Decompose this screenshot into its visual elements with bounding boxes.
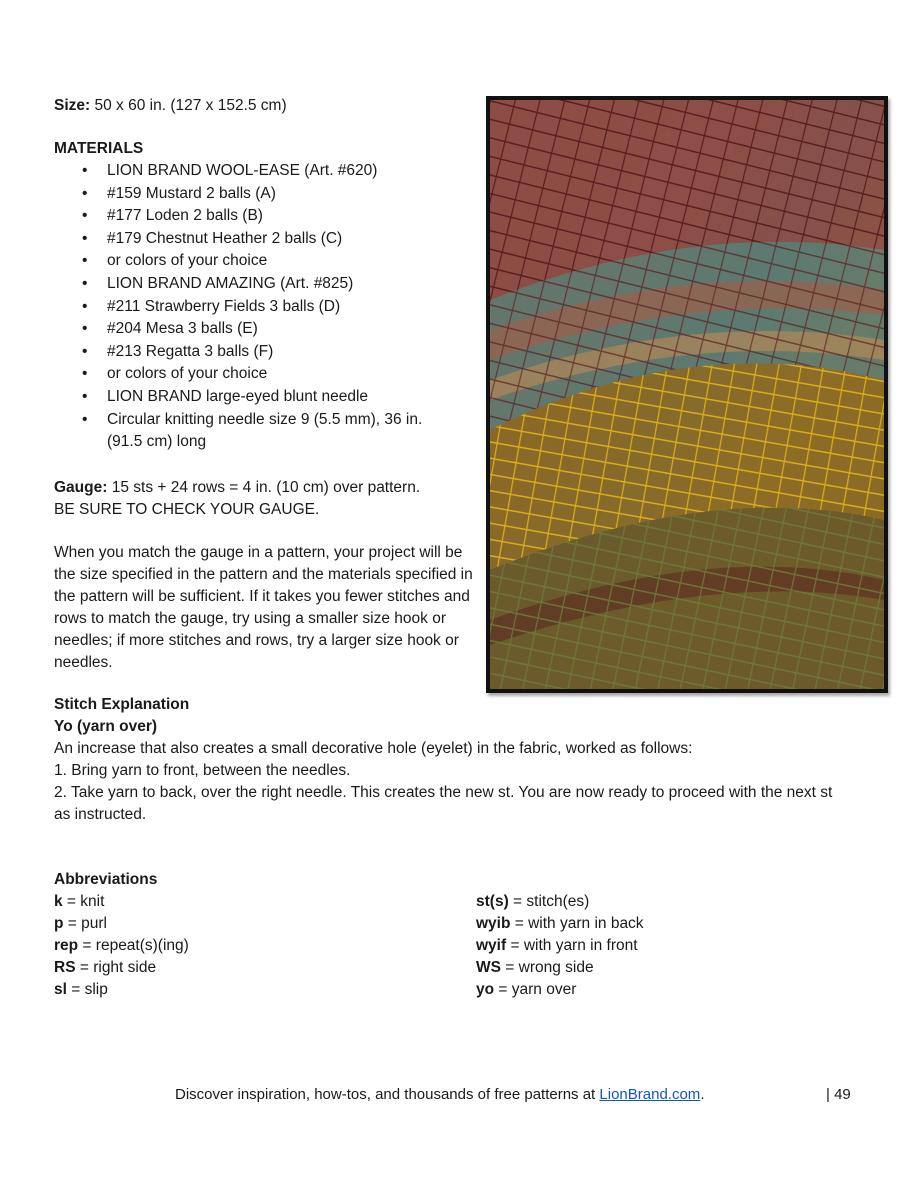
footer-period: . <box>700 1086 705 1103</box>
abbr-term: WS <box>476 959 501 976</box>
abbr-term: st(s) <box>476 893 509 910</box>
abbr-row <box>476 935 638 957</box>
abbr-term: RS <box>54 959 76 976</box>
abbr-term: rep <box>54 937 79 954</box>
size-line <box>54 95 287 117</box>
gauge-line <box>54 477 420 499</box>
abbr-row <box>476 957 594 979</box>
gauge-check: BE SURE TO CHECK YOUR GAUGE. <box>54 501 320 518</box>
stitch-heading: Stitch Explanation <box>54 696 190 713</box>
afghan-photo <box>486 96 888 693</box>
abbr-meaning: = with yarn in front <box>506 937 638 954</box>
gauge-value: 15 sts + 24 rows = 4 in. (10 cm) over pattern. <box>107 479 421 496</box>
materials-item: • #213 Regatta 3 balls (F) <box>54 341 464 364</box>
abbr-term: p <box>54 915 64 932</box>
abbr-row <box>54 913 107 935</box>
abbr-term: wyif <box>476 937 507 954</box>
abbr-term: wyib <box>476 915 511 932</box>
abbr-row <box>54 891 104 913</box>
abbr-meaning: = right side <box>75 959 157 976</box>
abbr-meaning: = wrong side <box>500 959 594 976</box>
materials-item: • #177 Loden 2 balls (B) <box>54 205 464 228</box>
abbr-meaning: = repeat(s)(ing) <box>78 937 189 954</box>
abbreviations-heading: Abbreviations <box>54 871 158 888</box>
abbr-row <box>476 979 576 1001</box>
materials-item: • LION BRAND AMAZING (Art. #825) <box>54 273 464 296</box>
abbr-row <box>54 957 156 979</box>
materials-item: • #159 Mustard 2 balls (A) <box>54 183 464 206</box>
abbr-meaning: = yarn over <box>494 981 577 998</box>
footer-line <box>175 1084 704 1106</box>
abbr-meaning: = knit <box>62 893 105 910</box>
abbr-row <box>476 891 589 913</box>
stitch-subheading: Yo (yarn over) <box>54 718 158 735</box>
abbr-row <box>476 913 644 935</box>
abbr-meaning: = slip <box>66 981 108 998</box>
materials-item: • or colors of your choice <box>54 250 464 273</box>
gauge-label: Gauge: <box>54 479 108 496</box>
abbr-meaning: = with yarn in back <box>510 915 644 932</box>
size-label: Size: <box>54 97 91 114</box>
stitch-step-1: 1. Bring yarn to front, between the needles. <box>54 762 351 779</box>
knit-fabric-image <box>490 100 884 689</box>
size-value: 50 x 60 in. (127 x 152.5 cm) <box>90 97 287 114</box>
abbr-term: k <box>54 893 63 910</box>
stitch-step-2: 2. Take yarn to back, over the right needle. This creates the new st. You are now ready to proceed with the next st as instructed. <box>54 784 833 823</box>
page-number: | 49 <box>826 1086 851 1103</box>
materials-item: • #204 Mesa 3 balls (E) <box>54 318 464 341</box>
materials-heading: MATERIALS <box>54 140 144 157</box>
materials-list <box>54 160 464 454</box>
abbr-meaning: = purl <box>63 915 107 932</box>
materials-item: • #211 Strawberry Fields 3 balls (D) <box>54 296 464 319</box>
abbr-meaning: = stitch(es) <box>508 893 590 910</box>
materials-item: • LION BRAND WOOL-EASE (Art. #620) <box>54 160 464 183</box>
footer-text: Discover inspiration, how-tos, and thousands of free patterns at <box>175 1086 600 1103</box>
abbr-row <box>54 935 189 957</box>
gauge-note: When you match the gauge in a pattern, your project will be the size specified in the pattern and the materials specified in the pattern will be sufficient. If it takes you fewer stitches and rows to match the gauge, try using a smaller size hook or needles; if more stitches and rows, try a larger size hook or needles. <box>54 544 473 671</box>
materials-item: • Circular knitting needle size 9 (5.5 mm), 36 in. (91.5 cm) long <box>54 409 447 454</box>
abbr-row <box>54 979 108 1001</box>
materials-item: • or colors of your choice <box>54 363 464 386</box>
abbr-term: yo <box>476 981 495 998</box>
materials-item: • #179 Chestnut Heather 2 balls (C) <box>54 228 464 251</box>
lionbrand-link[interactable]: LionBrand.com <box>599 1086 701 1103</box>
stitch-intro: An increase that also creates a small decorative hole (eyelet) in the fabric, worked as follows: <box>54 740 693 757</box>
abbr-term: sl <box>54 981 67 998</box>
materials-item: • LION BRAND large-eyed blunt needle <box>54 386 464 409</box>
